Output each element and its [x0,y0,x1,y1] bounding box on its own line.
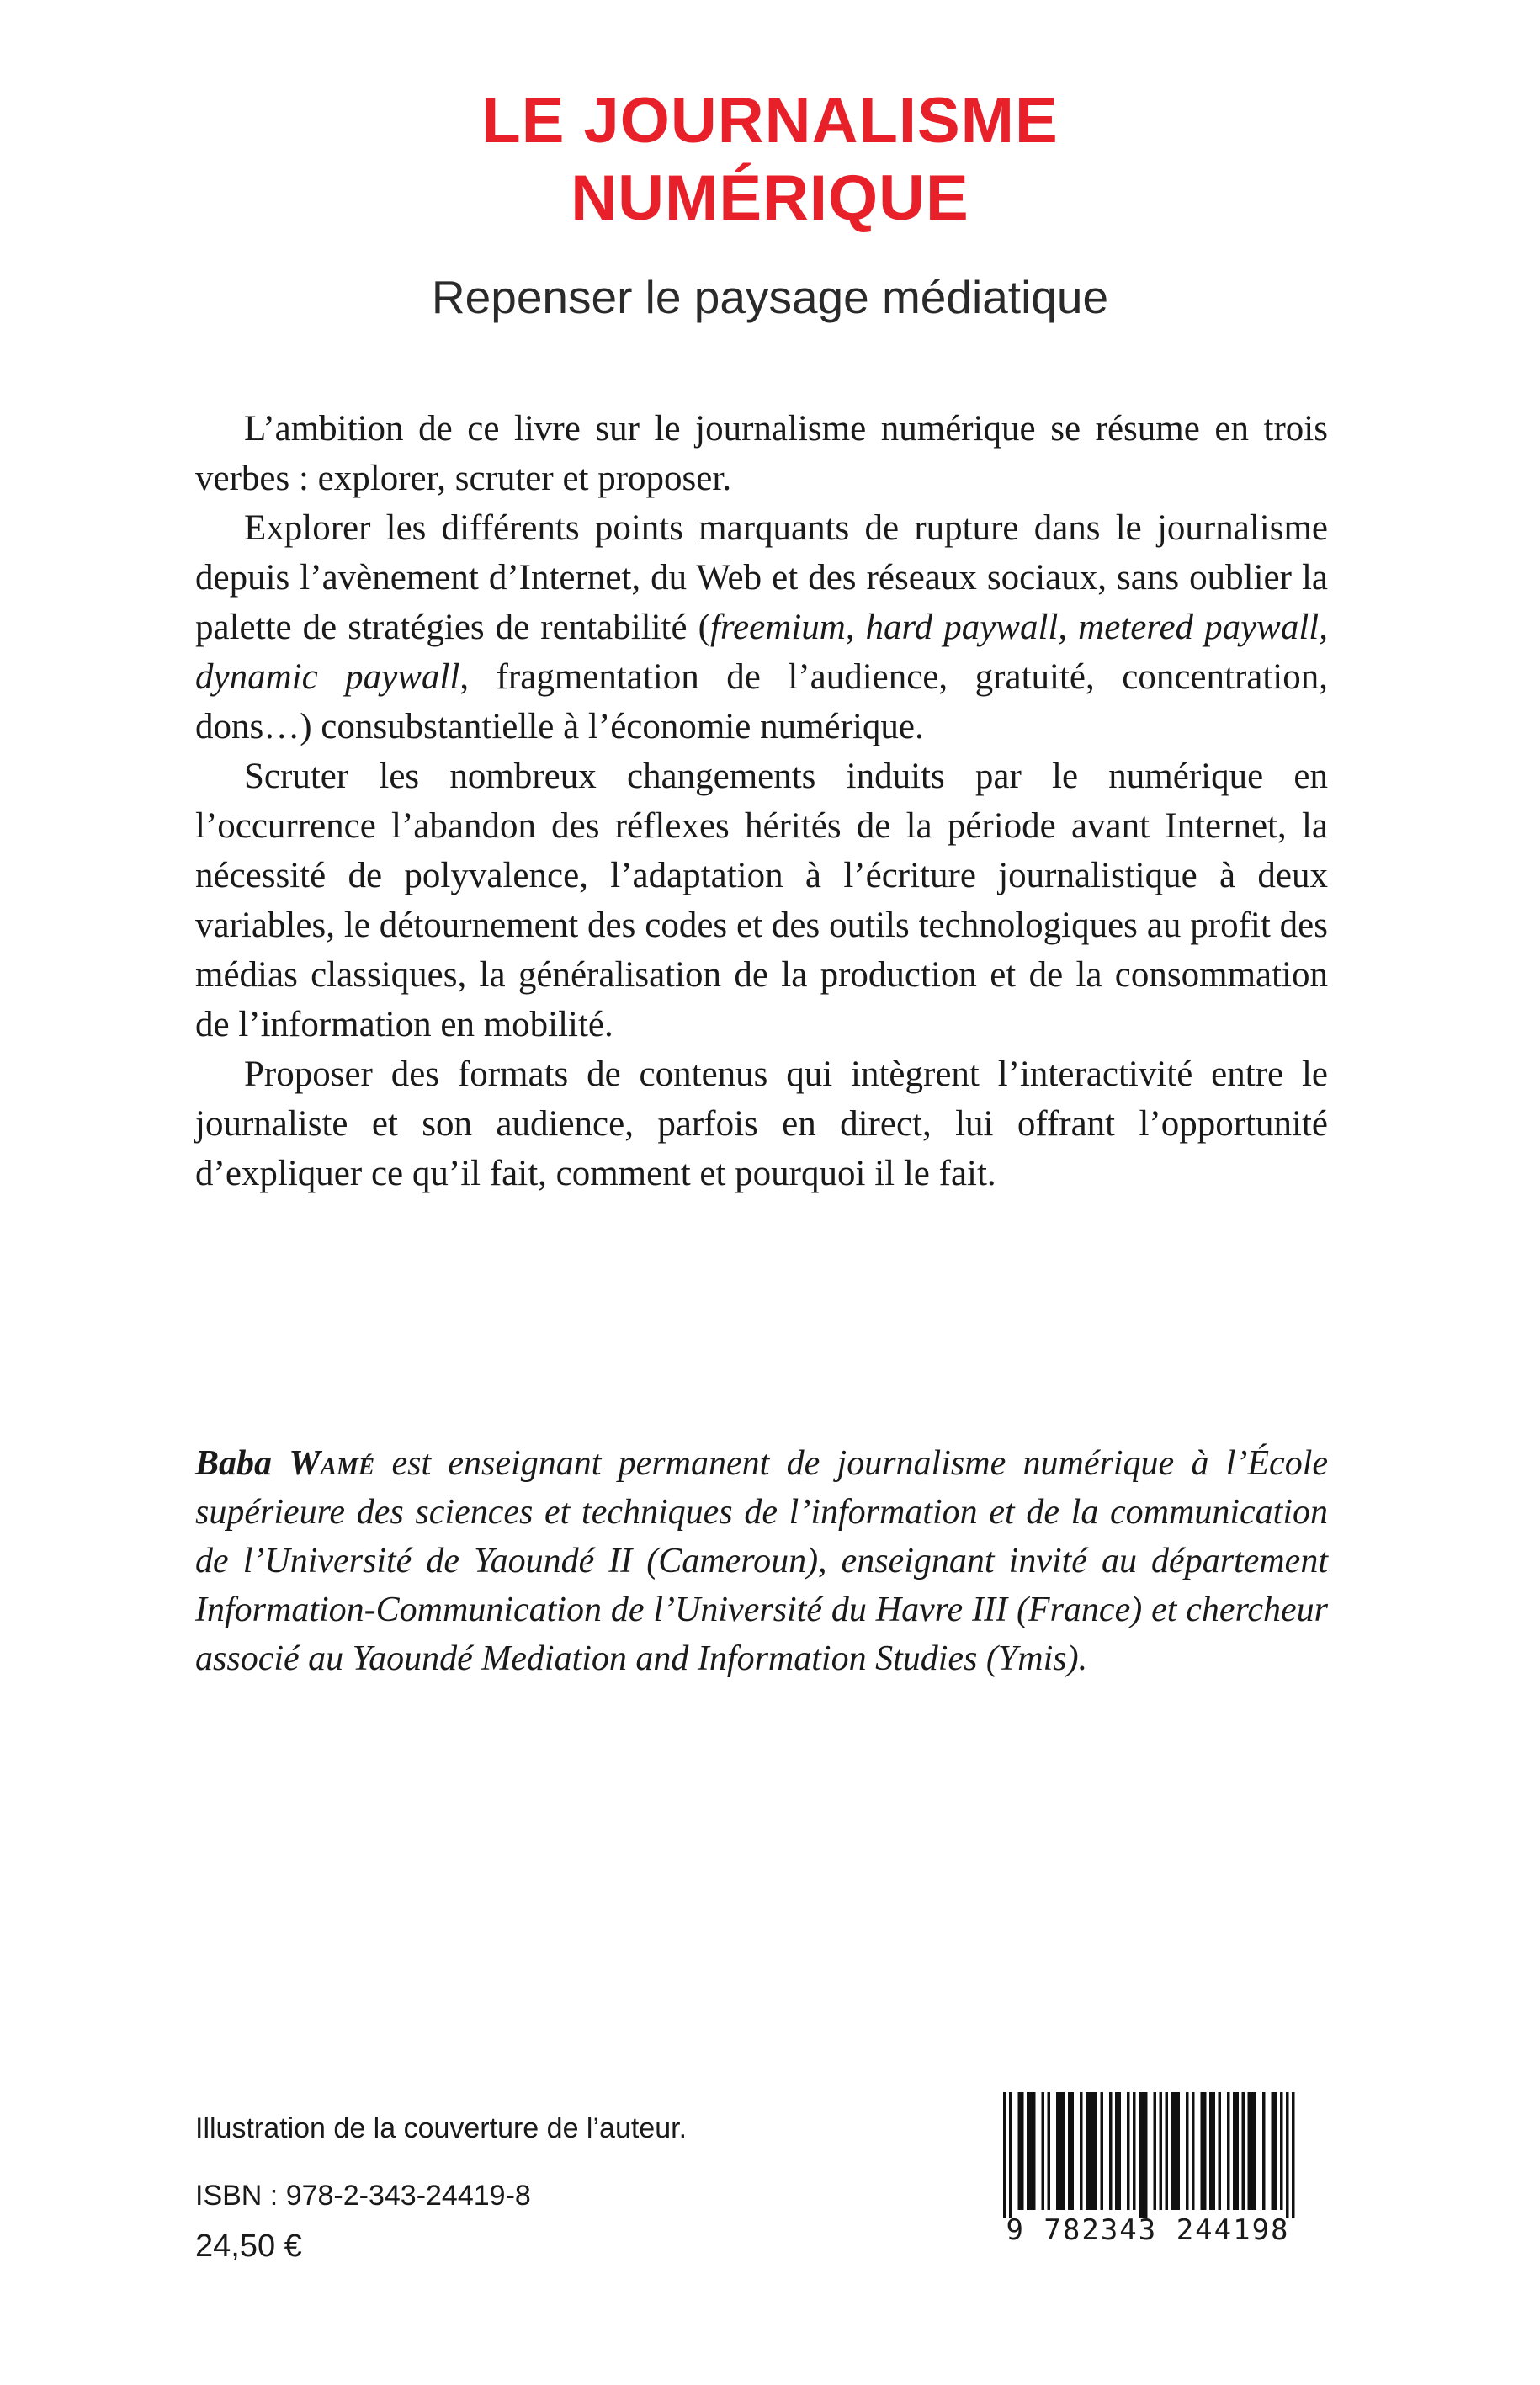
author-bio [195,1439,1328,1683]
blurb-paragraph-4: Proposer des formats de contenus qui intègrent l’interactivité entre le journaliste et son audience, parfois en direct, lui offrant l’opportunité d’expliquer ce qu’il fait, comment et pourquoi il le fait. [195,1054,1328,1193]
author-bio-text: est enseignant permanent de journalisme numérique à l’École supérieure des sciences et techniques de l’information et de la communication de l’Université de Yaoundé II (Cameroun), enseignant invité au département Information-Communication de l’Université du Havre III (France) et chercheur associé au Yaoundé Mediation and Information Studies (Ymis). [195,1444,1329,1678]
barcode [991,2087,1304,2259]
author-last-name: Wamé [289,1444,375,1483]
book-title-line-1: LE JOURNALISME [481,85,1059,157]
blurb-paragraph-2 [195,503,1328,752]
blurb-paragraph-2-start: Explorer les différents points marquants de rupture dans le journalisme depuis l’avènement d’Internet, du Web et des réseaux sociaux, sans oublier la palette de stratégies de rentabilité ( [195,508,1328,647]
barcode-bars [991,2087,1304,2222]
book-title [0,82,1540,237]
author-first-name: Baba [195,1444,273,1483]
book-subtitle: Repenser le paysage médiatique [431,271,1109,323]
isbn: ISBN : 978-2-343-24419-8 [195,2180,531,2212]
blurb-paragraph-2-italic: freemium, hard paywall, metered paywall, dynamic paywall [195,608,1328,697]
blurb-paragraph-2-end: , fragmentation de l’audience, gratuité, concentration, dons…) consubstantielle à l’économie numérique. [195,657,1328,746]
blurb-paragraph-1: L’ambition de ce livre sur le journalisme numérique se résume en trois verbes : explorer, scruter et proposer. [195,409,1328,498]
price: 24,50 € [195,2228,302,2264]
barcode-digits: 9 782343 244198 [1006,2213,1290,2247]
blurb-paragraph-3: Scruter les nombreux changements induits par le numérique en l’occurrence l’abandon des réflexes hérités de la période avant Internet, la nécessité de polyvalence, l’adaptation à l’écriture journalistique à deux variables, le détournement des codes et des outils technologiques au profit des médias classiques, la généralisation de la production et de la consommation de l’information en mobilité. [195,757,1328,1044]
illustration-credit: Illustration de la couverture de l’auteur. [195,2112,688,2144]
book-title-line-2: NUMÉRIQUE [571,162,969,234]
back-cover-blurb [195,404,1328,1198]
